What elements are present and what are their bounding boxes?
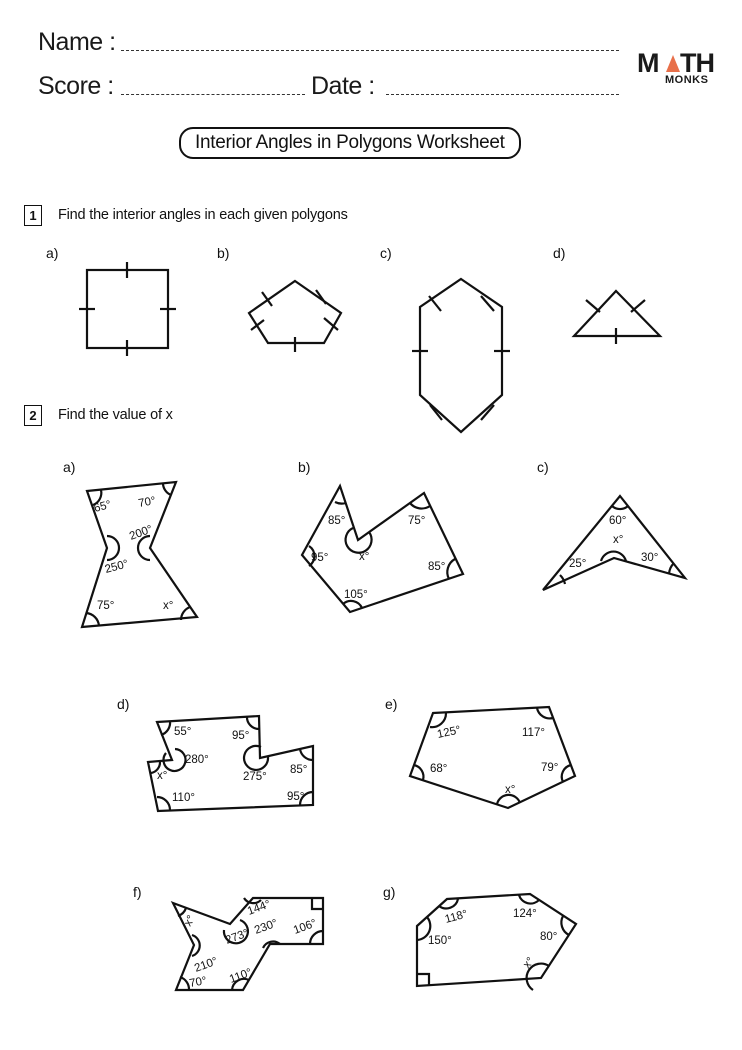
q2b-angle-75: 75° xyxy=(408,515,426,527)
q2e-angle-x: x° xyxy=(505,784,516,796)
q1-part-b-label: b) xyxy=(217,245,230,261)
q2d-angle-95b: 95° xyxy=(287,791,305,803)
q2e-figure xyxy=(410,707,575,808)
q2b-angle-95: 95° xyxy=(311,552,329,564)
q1-hexagon-figure xyxy=(412,279,510,432)
logo-math-th: TH xyxy=(680,48,714,78)
date-label: Date : xyxy=(311,72,375,100)
q2d-angle-95: 95° xyxy=(232,730,250,742)
q2b-angle-x: x° xyxy=(359,551,370,563)
q1-pentagon-figure xyxy=(249,281,341,352)
q2f-angle-70: 70° xyxy=(188,975,208,990)
q2a-angle-65: 65° xyxy=(92,498,113,515)
q2a-angle-75: 75° xyxy=(97,600,115,612)
q2f-angle-110: 110° xyxy=(227,966,254,986)
q2g-angle-124: 124° xyxy=(513,908,537,920)
q2a-angle-70: 70° xyxy=(137,495,157,510)
q1-part-c-label: c) xyxy=(380,245,392,261)
q2d-angle-x: x° xyxy=(157,770,168,782)
q2f-angle-230: 230° xyxy=(252,917,280,937)
q2d-angle-85: 85° xyxy=(290,764,308,776)
q2f-angle-x: x° xyxy=(182,913,198,929)
q2d-angle-110: 110° xyxy=(172,792,195,804)
q2e-angle-117: 117° xyxy=(522,727,545,739)
q2c-angle-25: 25° xyxy=(569,558,587,570)
q2-part-a-label: a) xyxy=(63,459,76,475)
q2c-angle-x: x° xyxy=(613,534,624,546)
q1-triangle-figure xyxy=(574,291,660,344)
question-1-number: 1 xyxy=(24,205,42,226)
q2d-angle-55: 55° xyxy=(174,726,192,738)
q2e-angle-79: 79° xyxy=(541,762,559,774)
q2d-angle-275: 275° xyxy=(243,771,267,783)
q2b-figure xyxy=(302,486,463,612)
q2b-angle-85: 85° xyxy=(328,515,346,527)
q2a-angle-250: 250° xyxy=(103,558,130,576)
q2e-angle-68: 68° xyxy=(430,763,448,775)
q2f-angle-273: 273° xyxy=(223,927,251,947)
q2b-angle-105: 105° xyxy=(344,589,368,601)
q2g-angle-x: x° xyxy=(521,955,537,971)
q2f-angle-144: 144° xyxy=(245,898,273,918)
q2-part-f-label: f) xyxy=(133,884,142,900)
q2c-angle-60: 60° xyxy=(609,515,627,527)
q2-part-e-label: e) xyxy=(385,696,398,712)
worksheet-title: Interior Angles in Polygons Worksheet xyxy=(179,127,521,159)
q2f-angle-106: 106° xyxy=(291,917,319,937)
q1-square-figure xyxy=(79,262,176,356)
logo-monks: MONKS xyxy=(665,74,709,86)
q2a-angle-x: x° xyxy=(163,600,174,612)
q2e-angle-125: 125° xyxy=(436,724,462,741)
q1-part-d-label: d) xyxy=(553,245,566,261)
q2d-angle-280: 280° xyxy=(185,754,209,766)
q1-part-a-label: a) xyxy=(46,245,59,261)
q2f-angle-210: 210° xyxy=(192,955,220,975)
score-label: Score : xyxy=(38,72,114,100)
question-2-number: 2 xyxy=(24,405,42,426)
q2-part-g-label: g) xyxy=(383,884,396,900)
q2-part-d-label: d) xyxy=(117,696,130,712)
logo-math-m: M xyxy=(637,48,659,78)
q2g-angle-118: 118° xyxy=(443,908,469,926)
q2a-angle-200: 200° xyxy=(127,523,155,543)
q2b-angle-85b: 85° xyxy=(428,561,446,573)
question-2-text: Find the value of x xyxy=(58,407,173,423)
q2g-angle-150: 150° xyxy=(428,935,452,947)
q2g-angle-80: 80° xyxy=(540,931,558,943)
name-label: Name : xyxy=(38,28,116,56)
q2-part-c-label: c) xyxy=(537,459,549,475)
question-1-text: Find the interior angles in each given polygons xyxy=(58,207,348,223)
q2-part-b-label: b) xyxy=(298,459,311,475)
q2c-angle-30: 30° xyxy=(641,552,659,564)
